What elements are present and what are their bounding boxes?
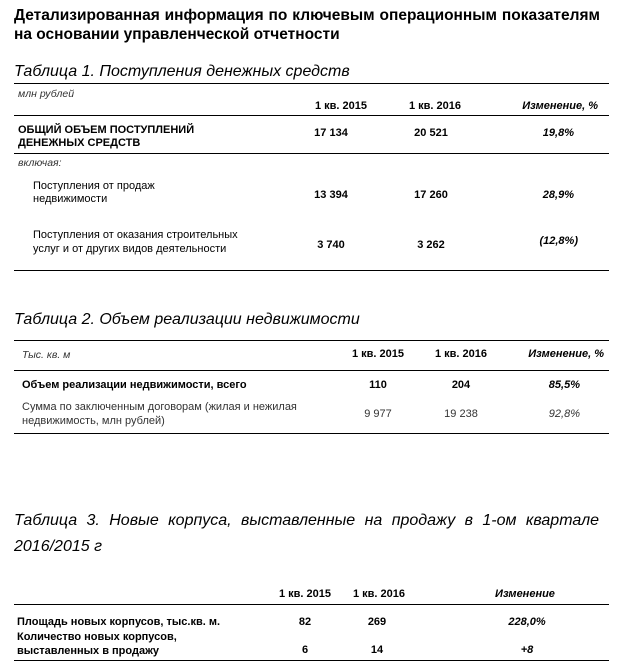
table3-row1-change: 228,0% <box>508 616 546 628</box>
table1-header-2016: 1 кв. 2016 <box>408 100 462 112</box>
table3-row2-2015: 6 <box>301 644 309 656</box>
table2-header-rule <box>14 370 609 371</box>
table2-header-change: Изменение, % <box>528 348 604 360</box>
table2-row2-2016: 19 238 <box>444 408 478 420</box>
table2-row2-2015: 9 977 <box>364 408 392 420</box>
table2-top-rule <box>14 340 609 341</box>
table2-row2-change: 92,8% <box>548 408 580 420</box>
table1-total-rule <box>14 153 609 154</box>
table2-unit: Тыс. кв. м <box>22 349 71 361</box>
table3-row1-2015: 82 <box>298 616 312 628</box>
table1-row1-label: Поступления от продаж недвижимости <box>33 180 155 205</box>
table2-header-2016: 1 кв. 2016 <box>434 348 488 360</box>
table2-header-2015: 1 кв. 2015 <box>351 348 405 360</box>
table3-row1-2016: 269 <box>367 616 387 628</box>
table1-header-change: Изменение, % <box>522 100 598 112</box>
table1-bottom-rule <box>14 270 609 271</box>
table3-row2-label: Количество новых корпусов, выставленных в продажу <box>17 631 177 657</box>
table1-total-2016: 20 521 <box>414 127 448 139</box>
table1-caption: Таблица 1. Поступления денежных средств <box>14 63 350 80</box>
table2-row2-label: Сумма по заключенным договорам (жилая и нежилая недвижимость, млн рублей) <box>22 401 297 427</box>
table3-row2-change: +8 <box>520 644 534 656</box>
table1-row1-2015: 13 394 <box>314 189 348 201</box>
table1-unit: млн рублей <box>18 88 75 100</box>
table2-row1-2015: 110 <box>369 379 387 391</box>
document-heading: Детализированная информация по ключевым операционным показателям на основании управленческой отчетности <box>14 7 600 43</box>
table3-row1-label: Площадь новых корпусов, тыс.кв. м. <box>17 616 221 628</box>
table1-including: включая: <box>18 157 62 169</box>
table2-row1-change: 85,5% <box>548 379 580 391</box>
table1-total-label: ОБЩИЙ ОБЪЕМ ПОСТУПЛЕНИЙ ДЕНЕЖНЫХ СРЕДСТВ <box>18 124 195 149</box>
table1-row2-2016: 3 262 <box>417 239 445 251</box>
table2-row1-2016: 204 <box>451 379 471 391</box>
table3-header-rule <box>14 604 609 605</box>
table1-row2-2015: 3 740 <box>317 239 345 251</box>
table2-caption: Таблица 2. Объем реализации недвижимости <box>14 311 360 328</box>
table1-row1-change: 28,9% <box>542 189 574 201</box>
table3-caption: Таблица 3. Новые корпуса, выставленные на продажу в 1-ом квартале 2016/2015 г <box>14 512 599 555</box>
table3-header-2015: 1 кв. 2015 <box>278 588 332 600</box>
table3-row2-2016: 14 <box>370 644 384 656</box>
table3-header-2016: 1 кв. 2016 <box>352 588 406 600</box>
table1-row2-change: (12,8%) <box>539 235 578 247</box>
table3-header-change: Изменение <box>495 588 555 600</box>
table1-total-2015: 17 134 <box>314 127 348 139</box>
table1-total-change: 19,8% <box>542 127 574 139</box>
table3-bottom-rule <box>14 660 609 661</box>
table1-top-rule <box>14 83 609 84</box>
table1-header-2015: 1 кв. 2015 <box>314 100 368 112</box>
table2-row1-label: Объем реализации недвижимости, всего <box>22 379 247 391</box>
table1-row2-label: Поступления от оказания строительных услуг и от других видов деятельности <box>33 229 238 255</box>
table1-header-rule <box>14 115 609 116</box>
table1-row1-2016: 17 260 <box>414 189 448 201</box>
table2-bottom-rule <box>14 433 609 434</box>
